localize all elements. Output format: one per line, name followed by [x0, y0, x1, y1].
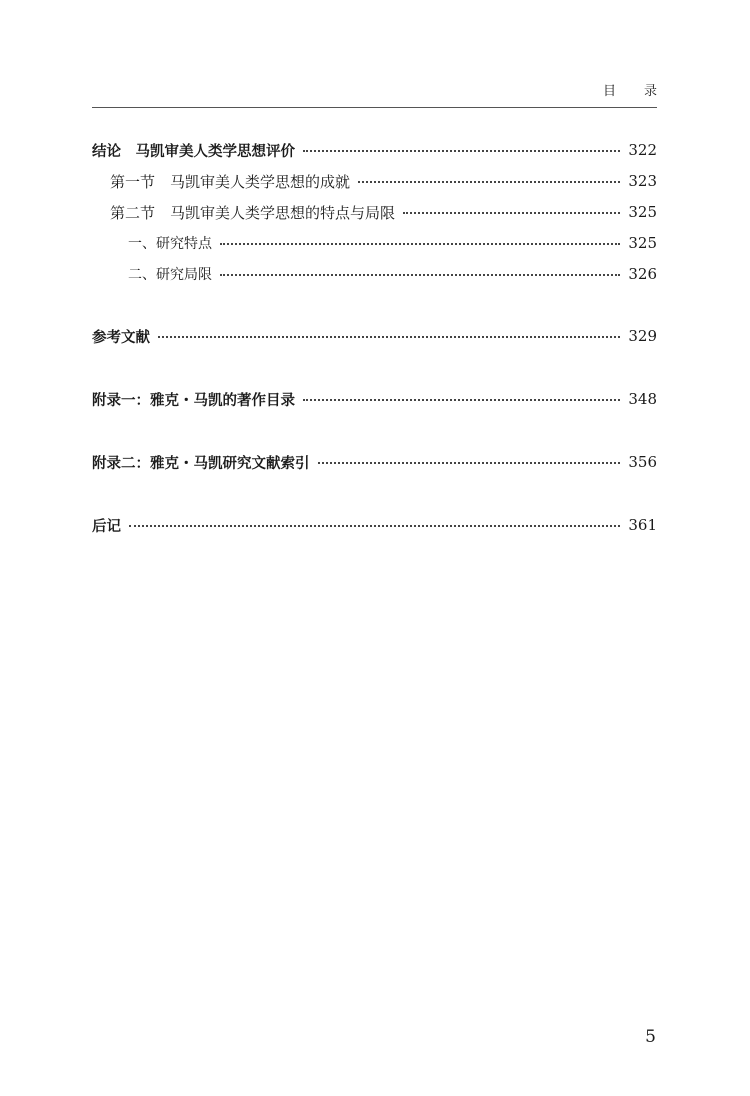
toc-entry-page: 325	[628, 234, 657, 252]
header-title: 目录	[602, 84, 685, 99]
toc-entry-references[interactable]	[92, 324, 657, 348]
toc-entry-page: 326	[628, 265, 657, 283]
toc-entry-page: 325	[628, 203, 657, 221]
dot-leader	[303, 399, 620, 401]
toc-entry-afterword[interactable]	[92, 513, 657, 537]
toc-entry-page: 322	[628, 141, 657, 159]
toc-entry-label: 附录二：雅克・马凯研究文献索引	[92, 455, 310, 472]
toc-entry-label: 第一节 马凯审美人类学思想的成就	[110, 172, 351, 191]
toc-entry-section-2[interactable]	[92, 200, 657, 224]
toc-entry-page: 361	[628, 516, 657, 534]
toc-entry-page: 329	[628, 327, 657, 345]
dot-leader	[403, 212, 620, 214]
toc-entry-conclusion[interactable]	[92, 138, 657, 162]
toc-entry-section-1[interactable]	[92, 169, 657, 193]
toc-entry-label: 二、研究局限	[128, 267, 212, 283]
toc-entry-page: 356	[628, 453, 657, 471]
toc-entry-label: 附录一：雅克・马凯的著作目录	[92, 392, 295, 409]
dot-leader	[303, 150, 620, 152]
toc-entry-page: 323	[628, 172, 657, 190]
toc-entry-page: 348	[628, 390, 657, 408]
toc-entry-subsection-1[interactable]	[92, 231, 657, 255]
dot-leader	[358, 181, 620, 183]
toc-entry-label: 参考文献	[92, 329, 150, 346]
page-number: 5	[645, 1027, 656, 1047]
toc-entry-appendix-1[interactable]	[92, 387, 657, 411]
dot-leader	[220, 274, 620, 276]
dot-leader	[158, 336, 620, 338]
toc-entry-label: 第二节 马凯审美人类学思想的特点与局限	[110, 203, 396, 222]
running-header	[92, 80, 685, 108]
toc-entry-label: 后记	[92, 518, 121, 535]
toc-entry-label: 一、研究特点	[128, 236, 212, 252]
toc-entry-label: 结论 马凯审美人类学思想评价	[92, 143, 295, 160]
dot-leader	[220, 243, 620, 245]
toc-entry-appendix-2[interactable]	[92, 450, 657, 474]
dot-leader	[129, 525, 620, 527]
dot-leader	[318, 462, 621, 464]
toc-entry-subsection-2[interactable]	[92, 262, 657, 286]
